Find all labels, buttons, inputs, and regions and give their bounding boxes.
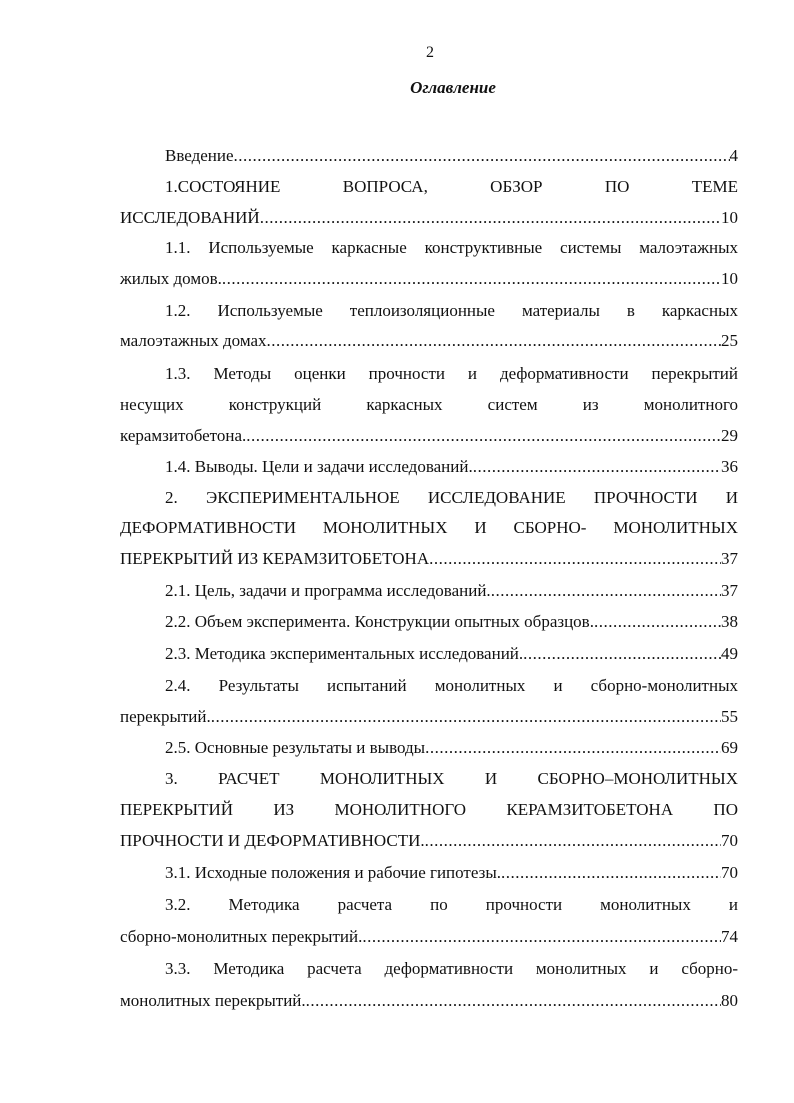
toc-entry-text: 2.3. Методика экспериментальных исследований. bbox=[165, 644, 524, 663]
toc-entry-line-with-page[interactable] bbox=[120, 426, 738, 446]
toc-page-number: 69 bbox=[721, 738, 738, 757]
toc-entry-line: 3.2. Методика расчета по прочности монолитных и bbox=[165, 895, 738, 914]
dot-leader bbox=[260, 208, 721, 228]
toc-entry-line-with-page[interactable] bbox=[165, 863, 738, 883]
toc-entry-line: 3.3. Методика расчета деформативности монолитных и сборно- bbox=[165, 959, 738, 978]
dot-leader bbox=[211, 707, 721, 727]
page-number: 2 bbox=[426, 44, 434, 61]
toc-page-number: 29 bbox=[721, 426, 738, 445]
dot-leader bbox=[267, 331, 721, 351]
dot-leader bbox=[473, 457, 721, 477]
dot-leader bbox=[594, 612, 721, 632]
toc-page-number: 70 bbox=[721, 863, 738, 882]
toc-entry-line-with-page[interactable] bbox=[120, 831, 738, 851]
dot-leader bbox=[501, 863, 721, 883]
toc-entry-line: 1.3. Методы оценки прочности и деформативности перекрытий bbox=[165, 364, 738, 383]
toc-entry-text: перекрытий. bbox=[120, 707, 211, 726]
toc-page-number: 10 bbox=[721, 269, 738, 288]
toc-page-number: 25 bbox=[721, 331, 738, 350]
toc-page-number: 80 bbox=[721, 991, 738, 1010]
toc-page-number: 36 bbox=[721, 457, 738, 476]
dot-leader bbox=[306, 991, 721, 1011]
toc-page-number: 4 bbox=[729, 146, 738, 165]
toc-entry-line-with-page[interactable] bbox=[120, 331, 738, 351]
toc-entry-line: несущих конструкций каркасных систем из монолитного bbox=[120, 395, 738, 414]
toc-entry-text: 3.1. Исходные положения и рабочие гипотезы. bbox=[165, 863, 501, 882]
toc-entry-text: сборно-монолитных перекрытий. bbox=[120, 927, 363, 946]
toc-entry-line-with-page[interactable] bbox=[165, 581, 738, 601]
dot-leader bbox=[246, 426, 721, 446]
toc-entry-text: ПЕРЕКРЫТИЙ ИЗ КЕРАМЗИТОБЕТОНА bbox=[120, 549, 430, 568]
toc-page-number: 38 bbox=[721, 612, 738, 631]
toc-entry-text: жилых домов. bbox=[120, 269, 222, 288]
toc-entry-line: 2.4. Результаты испытаний монолитных и сборно-монолитных bbox=[165, 676, 738, 695]
toc-entry-line-with-page[interactable] bbox=[120, 208, 738, 228]
toc-entry-line-with-page[interactable] bbox=[165, 644, 738, 664]
toc-title: Оглавление bbox=[410, 78, 496, 97]
toc-entry-text: Введение bbox=[165, 146, 234, 165]
toc-entry-line-with-page[interactable] bbox=[120, 927, 738, 947]
toc-entry-text: 2.2. Объем эксперимента. Конструкции опытных образцов. bbox=[165, 612, 594, 631]
toc-entry-text: ИССЛЕДОВАНИЙ bbox=[120, 208, 260, 227]
toc-entry-line: ПЕРЕКРЫТИЙ ИЗ МОНОЛИТНОГО КЕРАМЗИТОБЕТОНА ПО bbox=[120, 800, 738, 819]
toc-entry-line-with-page[interactable] bbox=[120, 549, 738, 569]
toc-entry-line-with-page[interactable] bbox=[120, 269, 738, 289]
toc-entry-line-with-page[interactable] bbox=[120, 991, 738, 1011]
toc-entry-text: керамзитобетона. bbox=[120, 426, 247, 445]
toc-page-number: 37 bbox=[721, 549, 738, 568]
toc-entry-line: 1.СОСТОЯНИЕ ВОПРОСА, ОБЗОР ПО ТЕМЕ bbox=[165, 177, 738, 196]
toc-page-number: 10 bbox=[721, 208, 738, 227]
toc-entry-line: 3. РАСЧЕТ МОНОЛИТНЫХ И СБОРНО–МОНОЛИТНЫХ bbox=[165, 769, 738, 788]
dot-leader bbox=[425, 831, 721, 851]
toc-entry-text: малоэтажных домах bbox=[120, 331, 267, 350]
toc-entry-line: 1.2. Используемые теплоизоляционные материалы в каркасных bbox=[165, 301, 738, 320]
toc-entry-text: ПРОЧНОСТИ И ДЕФОРМАТИВНОСТИ. bbox=[120, 831, 425, 850]
toc-entry-line: 2. ЭКСПЕРИМЕНТАЛЬНОЕ ИССЛЕДОВАНИЕ ПРОЧНОСТИ И bbox=[165, 488, 738, 507]
dot-leader bbox=[491, 581, 721, 601]
dot-leader bbox=[362, 927, 721, 947]
dot-leader bbox=[429, 549, 721, 569]
toc-page-number: 55 bbox=[721, 707, 738, 726]
toc-entry-line-with-page[interactable] bbox=[165, 457, 738, 477]
toc-entry-text: монолитных перекрытий. bbox=[120, 991, 306, 1010]
toc-page-number: 70 bbox=[721, 831, 738, 850]
toc-entry-text: 2.5. Основные результаты и выводы bbox=[165, 738, 426, 757]
toc-entry-line: 1.1. Используемые каркасные конструктивные системы малоэтажных bbox=[165, 238, 738, 257]
toc-entry-line-with-page[interactable] bbox=[165, 738, 738, 758]
toc-entry-line-with-page[interactable] bbox=[165, 612, 738, 632]
toc-page-number: 37 bbox=[721, 581, 738, 600]
toc-entry-line-with-page[interactable] bbox=[120, 707, 738, 727]
toc-page-number: 74 bbox=[721, 927, 738, 946]
toc-entry-text: 1.4. Выводы. Цели и задачи исследований. bbox=[165, 457, 473, 476]
dot-leader bbox=[222, 269, 721, 289]
dot-leader bbox=[234, 146, 730, 166]
dot-leader bbox=[523, 644, 721, 664]
toc-entry-line-with-page[interactable] bbox=[165, 146, 738, 166]
toc-page-number: 49 bbox=[721, 644, 738, 663]
toc-entry-text: 2.1. Цель, задачи и программа исследований. bbox=[165, 581, 491, 600]
toc-entry-line: ДЕФОРМАТИВНОСТИ МОНОЛИТНЫХ И СБОРНО- МОНОЛИТНЫХ bbox=[120, 518, 738, 537]
dot-leader bbox=[425, 738, 721, 758]
